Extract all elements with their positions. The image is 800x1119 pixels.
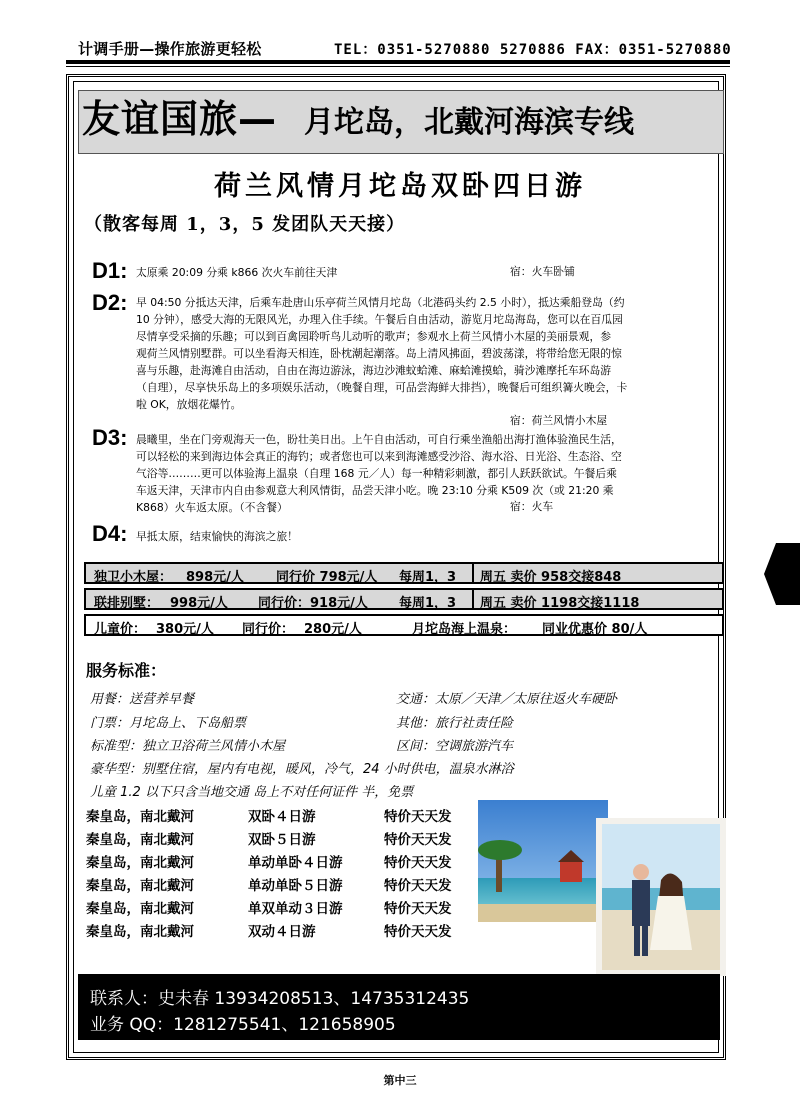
peer-price-value: 280元/人 (304, 622, 362, 637)
price-row-villa (84, 588, 724, 610)
route-type: 单动单卧５日游 (248, 878, 343, 894)
tour-subtitle: 荷兰风情月坨岛双卧四日游 (214, 171, 586, 202)
day2-line: 观荷兰风情别墅群。可以坐看海天相连，卧枕潮起潮落。岛上清风拂面，碧波荡漾，将带给您无限的惊 (136, 347, 622, 360)
day2-line: 喜与乐趣，赴海滩自由活动，自由在海边游泳，海边沙滩蚊蛤滩、麻蛤滩摸蛤，骑沙滩摩托车环岛游 (136, 364, 612, 377)
day2-line: （自理），尽享快乐岛上的多项娱乐活动，（晚餐自理，可品尝海鲜大排挡），晚餐后可组织篝火晚会，卡 (136, 381, 628, 394)
departure-days: 每周1，3 (399, 596, 457, 611)
price-name: 独卫小木屋： (94, 570, 173, 585)
day2-line: 尽情享受采摘的乐趣；可以到百禽园聆听鸟儿动听的歌声；参观水上荷兰风情小木屋的美丽景观，参 (136, 330, 612, 343)
route-offer: 特价天天发 (384, 878, 452, 894)
day-text-4 (136, 528, 716, 545)
route-offer: 特价天天发 (384, 924, 452, 940)
route-offer: 特价天天发 (384, 809, 452, 825)
price-row-child (84, 614, 724, 636)
day1-line: 太原乘 20:09 分乘 k866 次火车前往天津 (136, 266, 338, 279)
top-header (66, 36, 730, 58)
day3-line: K868）火车返太原。（不含餐） (136, 501, 288, 514)
price-name: 儿童价： (94, 622, 147, 637)
route-place: 秦皇岛，南北戴河 (86, 924, 194, 940)
price-name: 联排别墅： (94, 596, 160, 611)
route-offer: 特价天天发 (384, 832, 452, 848)
price-value: 380元/人 (156, 622, 214, 637)
price-row-cabin (84, 562, 724, 584)
day3-line: 气浴等………更可以体验海上温泉（自理 168 元／人）每一种精彩刺激，都引人跃跃欲试。午餐后乘 (136, 467, 617, 480)
route-offer: 特价天天发 (384, 855, 452, 871)
contact-footer (78, 974, 720, 1040)
service-item: 豪华型：别墅住宿，屋内有电视，暖风，冷气，24 小时供电，温泉水淋浴 (90, 762, 514, 777)
route-place: 秦皇岛，南北戴河 (86, 901, 194, 917)
service-item: 儿童 1.2 以下只含当地交通 岛上不对任何证件 半，免票 (90, 785, 414, 800)
day-text-1 (136, 264, 716, 281)
schedule-note: （散客每周 1，3，5 发团队天天接） (84, 214, 406, 235)
contact-person: 联系人：史未春 13934208513、14735312435 (90, 989, 470, 1009)
route-type: 单动单卧４日游 (248, 855, 343, 871)
day2-line: 早 04:50 分抵达天津，后乘车赴唐山乐亭荷兰风情月坨岛（北港码头约 2.5 小时），抵达乘船登岛（约 (136, 296, 625, 309)
route-place: 秦皇岛，南北戴河 (86, 878, 194, 894)
friday-price: 周五 卖价 1198交接1118 (480, 596, 640, 611)
friday-price: 周五 卖价 958交接848 (480, 570, 622, 585)
hot-spring-label: 月坨岛海上温泉： (412, 622, 517, 637)
service-item: 其他：旅行社责任险 (396, 716, 514, 731)
hot-spring-price: 同业优惠价 80/人 (542, 622, 648, 637)
day-text-3 (136, 431, 716, 516)
service-item: 门票：月坨岛上、下岛船票 (90, 716, 247, 731)
route-type: 双动４日游 (248, 924, 316, 940)
route-type: 双卧４日游 (248, 809, 316, 825)
route-place: 秦皇岛，南北戴河 (86, 832, 194, 848)
beach-photo (478, 800, 726, 976)
day-label-2: D2: (92, 290, 128, 315)
day1-stay: 宿：火车卧铺 (510, 265, 575, 278)
price-value: 898元/人 (186, 570, 244, 585)
contact-line: TEL：0351-5270880 5270886 FAX：0351-5270880 (334, 42, 732, 58)
brand-line: 计调手册—操作旅游更轻松 (78, 40, 262, 58)
header-rule (66, 60, 730, 67)
route-type: 双卧５日游 (248, 832, 316, 848)
service-item: 用餐：送营养早餐 (90, 692, 195, 707)
peer-price: 同行价 798元/人 (276, 570, 378, 585)
service-item: 标准型：独立卫浴荷兰风情小木屋 (90, 739, 286, 754)
day2-stay: 宿：荷兰风情小木屋 (510, 414, 608, 427)
route-title: 月坨岛，北戴河海滨专线 (304, 105, 634, 140)
day-label-1: D1: (92, 258, 128, 283)
route-place: 秦皇岛，南北戴河 (86, 809, 194, 825)
departure-days: 每周1，3 (399, 570, 457, 585)
price-value: 998元/人 (170, 596, 228, 611)
route-place: 秦皇岛，南北戴河 (86, 855, 194, 871)
route-offer: 特价天天发 (384, 901, 452, 917)
day-label-3: D3: (92, 425, 128, 450)
page-tab-marker (764, 543, 800, 605)
services-title: 服务标准： (86, 661, 167, 680)
day2-line: 啦 OK，放烟花爆竹。 (136, 398, 242, 411)
peer-price: 同行价：918元/人 (258, 596, 368, 611)
route-type: 单双单动３日游 (248, 901, 343, 917)
service-item: 交通：太原／天津／太原往返火车硬卧 (396, 692, 618, 707)
beach-photo-illustration (478, 800, 726, 976)
business-qq: 业务 QQ：1281275541、121658905 (90, 1015, 396, 1035)
day3-line: 晨曦里，坐在门旁观海天一色，盼壮美日出。上午自由活动，可自行乘坐渔船出海打渔体验渔民生活， (136, 433, 622, 446)
page-number: 第中三 (383, 1074, 417, 1087)
day3-stay: 宿：火车 (510, 500, 554, 513)
service-item: 区间：空调旅游汽车 (396, 739, 514, 754)
day-label-4: D4: (92, 521, 128, 546)
day2-line: 10 分钟），感受大海的无限风光，办理入住手续。午餐后自由活动，游览月坨岛海岛，您可以在百瓜园 (136, 313, 623, 326)
agency-title: 友谊国旅— (82, 97, 278, 141)
day4-line: 早抵太原，结束愉快的海滨之旅！ (136, 530, 298, 543)
peer-price: 同行价： (242, 622, 295, 637)
day3-line: 可以轻松的来到海边体会真正的海钓；或者您也可以来到海滩感受沙浴、海水浴、日光浴、生态浴、空 (136, 450, 622, 463)
day-text-2 (136, 294, 716, 413)
day3-line: 车返天津，天津市内自由参观意大利风情街，品尝天津小吃。晚 23:10 分乘 K509 次（或 21:20 乘 (136, 484, 614, 497)
